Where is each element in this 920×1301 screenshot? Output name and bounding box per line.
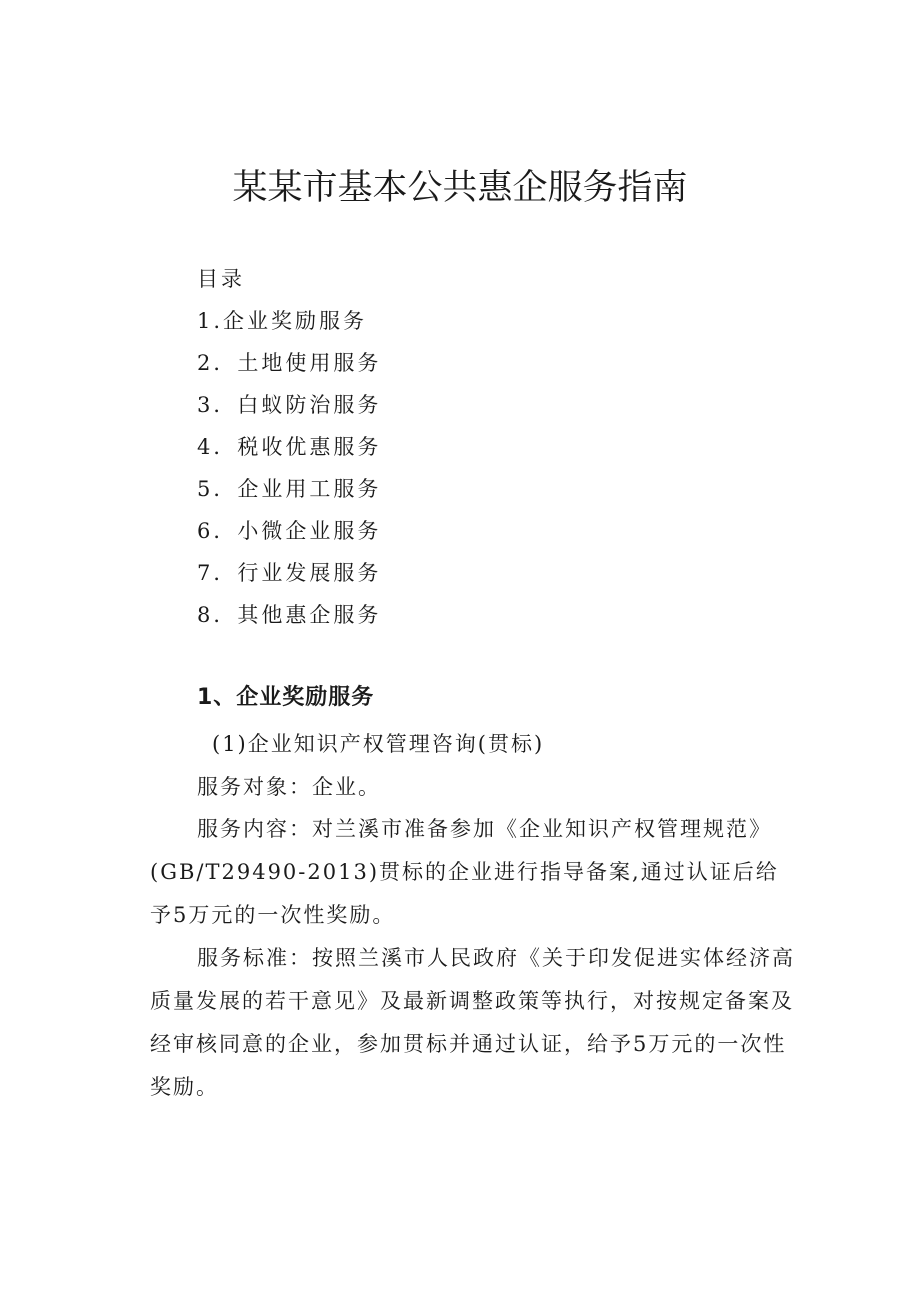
toc-item: 5．企业用工服务 xyxy=(197,477,382,501)
toc-item: 2．土地使用服务 xyxy=(197,351,382,375)
service-content-paragraph: 服务内容：对兰溪市准备参加《企业知识产权管理规范》(GB/T29490-2013)贯标的企业进行指导备案,通过认证后给予5万元的一次性奖励。 xyxy=(150,817,779,927)
toc-item: 8．其他惠企服务 xyxy=(197,603,382,627)
toc-heading: 目录 xyxy=(197,267,245,291)
subsection-title: (1)企业知识产权管理咨询(贯标) xyxy=(212,732,545,756)
section-heading: 1、企业奖励服务 xyxy=(197,685,375,710)
toc-item: 4．税收优惠服务 xyxy=(197,435,382,459)
toc-item: 7．行业发展服务 xyxy=(197,561,382,585)
service-standard-paragraph: 服务标准：按照兰溪市人民政府《关于印发促进实体经济高质量发展的若干意见》及最新调整政策等执行，对按规定备案及经审核同意的企业，参加贯标并通过认证，给予5万元的一次性奖励。 xyxy=(150,946,795,1099)
toc-item: 3．白蚁防治服务 xyxy=(197,393,382,417)
toc-item: 1.企业奖励服务 xyxy=(197,309,368,333)
service-target-paragraph: 服务对象：企业。 xyxy=(197,775,381,799)
table-of-contents xyxy=(197,258,381,636)
document-title: 某某市基本公共惠企服务指南 xyxy=(232,168,688,208)
toc-item: 6．小微企业服务 xyxy=(197,519,382,543)
